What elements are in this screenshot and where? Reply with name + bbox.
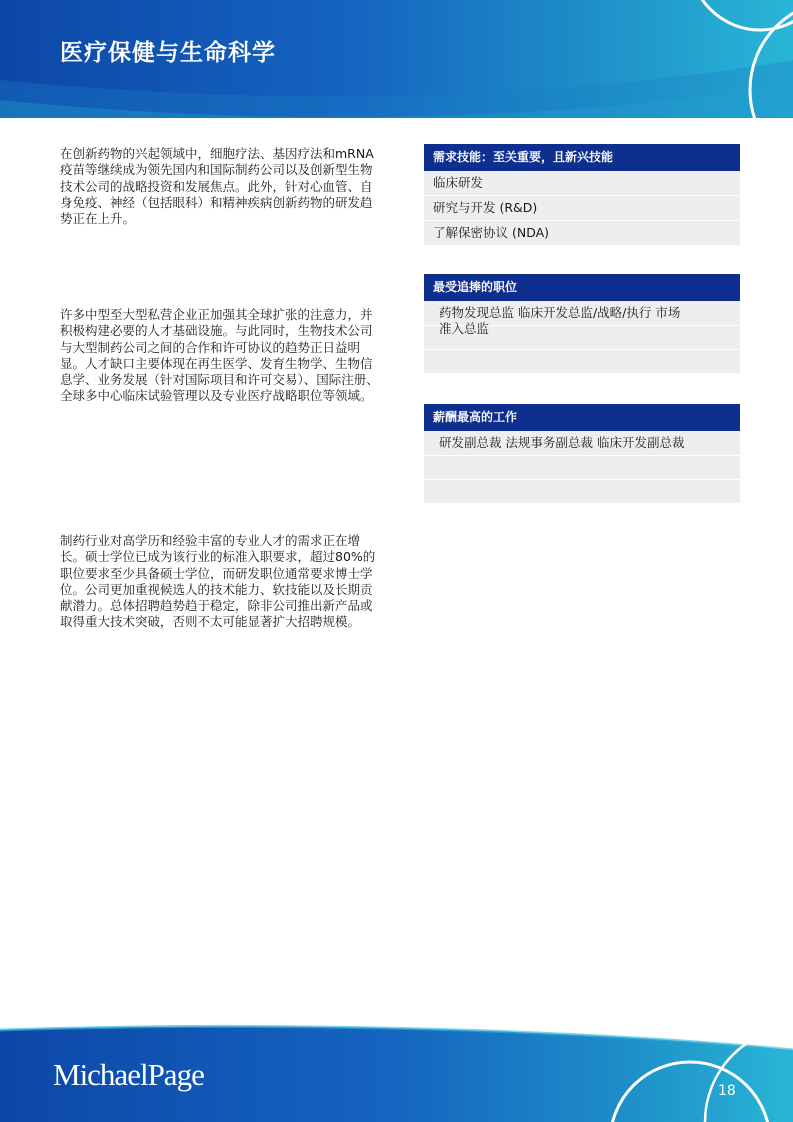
skills-item: 研究与开发 (R&D) [424,196,740,221]
salary-box [424,404,740,503]
roles-row [424,350,740,373]
salary-row [424,431,740,456]
salary-row [424,456,740,480]
roles-row [424,301,740,336]
skills-box [424,144,740,246]
page-title: 医疗保健与生命科学 [60,40,276,66]
roles-box [424,274,740,373]
skills-item: 临床研发 [424,171,740,196]
roles-text: 药物发现总监 临床开发总监/战略/执行 市场准入总监 [439,305,681,336]
salary-box-title: 薪酬最高的工作 [424,404,740,431]
page-number: 18 [718,1083,736,1099]
expansion-paragraph: 许多中型至大型私营企业正加强其全球扩张的注意力，并积极构建必要的人才基础设施。与此同时，生物技术公司与大型制药公司之间的合作和许可协议的趋势正日益明显。人才缺口主要体现在再生医学、发育生物学、生物信息学、业务发展（针对国际项目和许可交易）、国际注册、全球多中心临床试验管理以及专业医疗战略职位等领域。 [60,307,379,404]
salary-row [424,480,740,503]
page-header [0,0,793,118]
skills-box-title: 需求技能：至关重要，且新兴技能 [424,144,740,171]
skills-item: 了解保密协议 (NDA) [424,221,740,246]
roles-box-title: 最受追捧的职位 [424,274,740,301]
talent-paragraph: 制药行业对高学历和经验丰富的专业人才的需求正在增长。硕士学位已成为该行业的标准入职要求，超过80%的职位要求至少具备硕士学位，而研发职位通常要求博士学位。公司更加重视候选人的技术能力、软技能以及长期贡献潜力。总体招聘趋势趋于稳定，除非公司推出新产品或取得重大技术突破，否则不太可能显著扩大招聘规模。 [60,533,376,630]
intro-paragraph: 在创新药物的兴起领域中，细胞疗法、基因疗法和mRNA疫苗等继续成为领先国内和国际制药公司以及创新型生物技术公司的战略投资和发展焦点。此外，针对心血管、自身免疫、神经（包括眼科）和精神疾病创新药物的研发趋势正在上升。 [60,146,374,227]
salary-text: 研发副总裁 法规事务副总裁 临床开发副总裁 [439,435,685,450]
michael-page-logo: MichaelPage [53,1057,204,1092]
